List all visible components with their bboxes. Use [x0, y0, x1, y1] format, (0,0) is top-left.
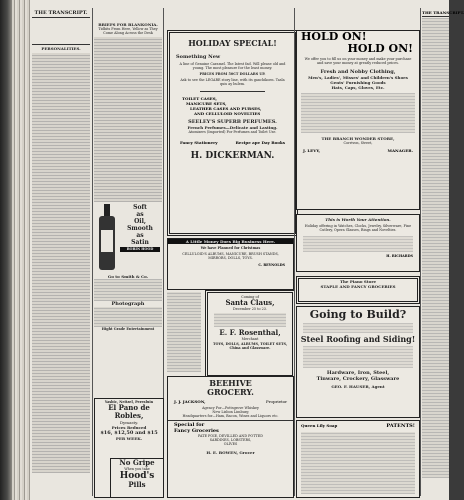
soap-body	[301, 432, 415, 494]
ad-line-3: Oil,	[134, 218, 146, 226]
hold-on-ad	[296, 30, 420, 210]
briefs-heading: BRIEFS FOR BLANKONIA.	[98, 22, 158, 27]
beehive-owner: J. J. JACKSON,	[174, 399, 206, 404]
column-rule	[294, 8, 295, 496]
fancy-groceries: Fancy Groceries	[174, 427, 219, 434]
olives: OLIVES	[223, 442, 238, 447]
holiday-ask: Ask to see the LEGARE story line, with its ganchikoen. Tasla quis ay bulem.	[180, 77, 285, 86]
something-new: Something New	[176, 54, 221, 60]
no-gripe: No Gripe	[119, 458, 155, 467]
paste: PATE FOIE, DEVILLED AND POTTED	[198, 433, 263, 438]
mens-shoes: Men's, Ladies', Misses' and Children's Shoes	[308, 75, 408, 81]
worth-attention-ad	[296, 214, 420, 272]
money-ad	[167, 238, 294, 290]
build-ad	[296, 306, 420, 418]
column-rule	[92, 8, 93, 496]
hold-on-2: HOLD ON!	[347, 42, 413, 55]
santa-side-text	[167, 292, 201, 372]
next-page-text	[422, 18, 449, 478]
holiday-prices: PRICES FROM 50CT DOLLARS UP.	[199, 72, 266, 77]
money-title: A Little Money Does Big Business Here.	[168, 239, 293, 244]
agency-2: New Lisbon Limburg	[212, 410, 249, 415]
beehive-title: BEEHIVE	[209, 378, 252, 388]
holiday-special-ad	[167, 30, 298, 236]
page-edges	[12, 0, 30, 500]
build-title: Going to Build?	[309, 308, 407, 321]
branch-store: THE BRANCH WONDER STORE,	[321, 136, 395, 142]
masthead-title: THE TRANSCRIPT.	[34, 10, 88, 16]
pills-title: Pills	[128, 480, 146, 490]
santa-text	[214, 313, 286, 327]
ad-line-2: as	[136, 211, 144, 219]
atomizers: Atomizers (Imported) For Perfumes and Toilet Use.	[188, 130, 277, 135]
next-masthead: THE TRANSCRIPT.	[422, 10, 464, 15]
briefs-body-text	[94, 37, 162, 202]
piano-sub: STAPLE AND FANCY GROCERIES	[320, 284, 396, 289]
hoods-title: Hood's	[119, 471, 155, 482]
ad-line-4: Smooth	[127, 225, 153, 233]
santa-coming: Coming of	[241, 295, 259, 299]
gripe-sub: When you take	[124, 467, 150, 471]
manager-name: J. LEVY,	[303, 147, 321, 153]
merchant-label: Merchant	[241, 337, 259, 342]
hats-caps: Hats, Caps, Gloves, Etc.	[331, 85, 385, 91]
briefs-subheading: Tidbits From Here, Yellow as They Come Along Across the Desk	[98, 27, 158, 36]
geo-agent: GEO. F. HAUSER, Agent	[331, 384, 385, 389]
patents: PATENTS!	[386, 423, 415, 429]
ad-brand: ROBIN HOOD	[120, 247, 160, 251]
leather-cases: LEATHER CASES AND PURSES,	[190, 106, 262, 112]
santa-glass: China and Glassware.	[229, 345, 271, 350]
masthead-info	[32, 19, 90, 43]
prices-reduced: Prices Reduced	[111, 425, 147, 431]
local-ad: Go to Smith & Co.	[107, 274, 149, 280]
store-corner: Corrivon, Street,	[343, 141, 373, 146]
ad-line-6: Satin	[131, 239, 149, 247]
gents-goods: Gents' Furnishing Goods	[330, 80, 386, 86]
beehive-footer: H. E. BOWEN, Grocer	[206, 450, 255, 456]
hardware: Hardware, Iron, Steel,	[326, 370, 390, 376]
piano-title: The Piano Store	[340, 279, 376, 284]
fancy-stationery: Fancy Stationery	[180, 140, 218, 146]
worth-sig: H. RICHARDS	[386, 254, 413, 259]
binding-shadow	[0, 0, 12, 500]
seeley-perfumes: SEELEY'S SUPERB PERFUMES.	[188, 119, 277, 126]
paradise-names: Yasbic, Neitzel, Peresluin	[104, 400, 154, 404]
soap-patents-ad	[296, 420, 420, 498]
hold-on-intro: We offer you to fill us on your money and make your purchase and save your money at greatly reduced prices.	[304, 57, 412, 66]
manager-label: MANAGER.	[387, 147, 413, 153]
robin-hood-ad	[94, 202, 162, 274]
toilet-cases: TOILET CASES,	[182, 96, 217, 102]
headquarters: Headquarters for—Ham, Bacon, Wines and Liquors etc.	[182, 414, 279, 419]
beehive-prop: Proprietor	[265, 399, 287, 404]
money-sig: C. REYNOLDS	[258, 262, 285, 267]
build-body	[303, 346, 413, 368]
column-rule	[420, 8, 421, 496]
worth-text: Holiday offering in Watches, Clocks, Jewelry, Silverware, Fine Cutlery, Opera Glasses, Rings and Novelties.	[304, 224, 412, 233]
build-text	[303, 323, 413, 333]
photo-text	[94, 307, 162, 327]
local-text	[94, 279, 162, 301]
fresh-clothing: Fresh and Nobby Clothing,	[320, 69, 396, 76]
column-1	[32, 8, 90, 496]
holiday-title: HOLIDAY SPECIAL!	[188, 38, 277, 48]
pano-title: El Pano de Robles,	[108, 403, 150, 421]
bottle-icon	[96, 204, 118, 272]
hoods-ad	[110, 458, 164, 498]
grocery-title: GROCERY.	[207, 387, 254, 397]
santa-date: December 25 to 23.	[233, 307, 267, 312]
manicure-sets: MANICURE SETS,	[186, 101, 227, 107]
entertainment-heading: Hight Grade Entertainment	[101, 327, 155, 332]
queen-lily-soap: Queen Lily Soap	[301, 423, 338, 428]
prices-amount: $16, $12,50 and $15	[100, 430, 158, 437]
hold-on-1: HOLD ON!	[301, 30, 367, 43]
money-sub: We have Planned for Christmas	[200, 246, 261, 250]
french-perfumes: French Perfumes—Delicate and Lasting.	[187, 125, 278, 131]
ad-line-1: Soft	[133, 204, 147, 212]
santa-name: Santa Claus,	[225, 298, 275, 308]
photo-heading: Photograph	[111, 301, 145, 308]
sardines: SARDINES, LOBSTERS,	[209, 437, 252, 442]
column-1-body-text	[32, 53, 90, 473]
worth-body	[303, 236, 413, 252]
pano-sub: Dymasty.	[119, 420, 139, 426]
special-for: Special for	[174, 421, 205, 428]
santa-items: TOYS, DOLLS, ALBUMS, TOILET SETS,	[212, 341, 287, 346]
santa-ad	[205, 290, 295, 378]
personalities-heading: PERSONALITIES.	[41, 46, 81, 51]
piano-ad	[296, 276, 420, 304]
dealer-name: H. DICKERMAN.	[190, 151, 275, 162]
celluloid: AND CELLULOID NOVELTIES	[194, 111, 261, 117]
money-desc: CELLULOID'S ALBUMS, MANICURE, BRUSH STANDS, MIRRORS, DOLLS, TOYS.	[182, 252, 279, 261]
steel-roofing: Steel Roofing and Siding!	[300, 334, 416, 344]
recipe-books: Recipe ape Day Books	[235, 140, 285, 146]
tinware: Tinware, Crockery, Glassware	[316, 376, 400, 382]
per-week: PER WEEK.	[115, 436, 143, 442]
ad-line-5: as	[136, 232, 144, 240]
next-page-column	[422, 8, 464, 496]
beehive-ad	[167, 376, 294, 498]
holiday-desc: A line of Genuine Caramel. The latest fad. Will please old and young. The most pleasure for the least money.	[179, 62, 286, 71]
hold-on-text	[301, 93, 415, 133]
merchant-name: E. F. Rosenthal,	[219, 328, 281, 338]
worth-title: This is Worth Your Attention.	[325, 217, 391, 222]
agency-1: Agency For—Pottsgrove Whiskey	[202, 406, 259, 410]
